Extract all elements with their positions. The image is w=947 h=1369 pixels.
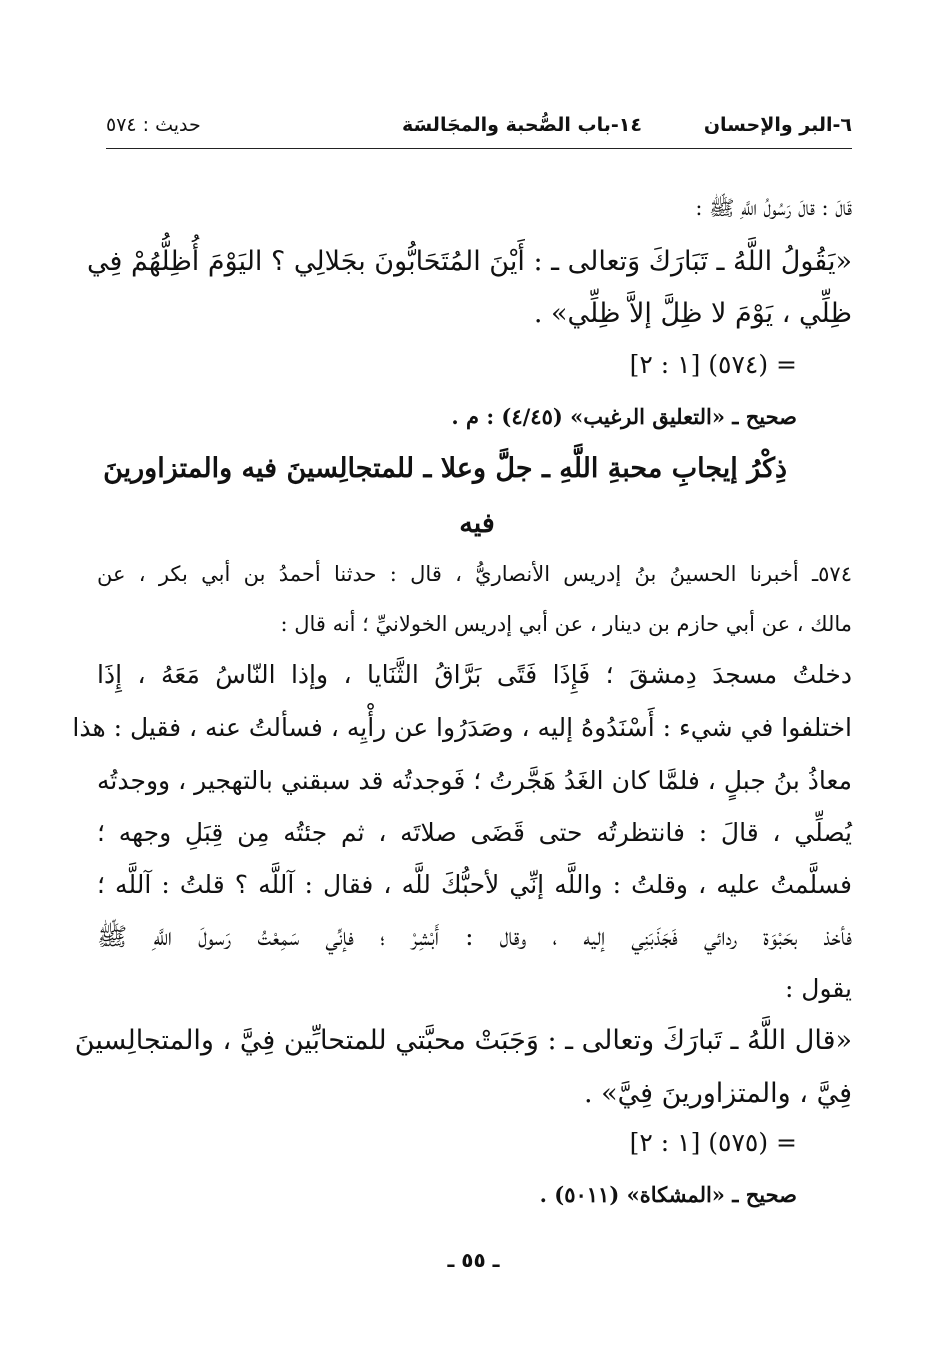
text-line: فأخذ بحَبْوَة ردائي فَجَذَبَنِي إليه ، وقال : أَبْشِرْ ؛ فإنِّي سَمِعْتُ رَسولَ اللَّهِ ﷺ <box>97 922 852 951</box>
isnad-line: مالك ، عن أبي حازم بن دينار ، عن أبي إدريس الخولانيِّ ؛ أنه قال : <box>280 612 852 636</box>
quote-line: «يَقُولُ اللَّهُ ـ تَبَارَكَ وَتعالى ـ : أَيْنَ المُتَحَابُّونَ بجَلالِي ؟ اليَوْمَ أُظِلُّهُمْ فِي <box>86 246 852 277</box>
quote-line: «قال اللَّهُ ـ تَبارَكَ وتعالى ـ : وَجَبَتْ محبَّتي للمتحابِّين فِيَّ ، والمتجالِسينَ <box>74 1025 852 1056</box>
section-heading-continued: فيه <box>459 508 495 539</box>
text-line: دخلتُ مسجدَ دِمشقَ ؛ فَإِذَا فَتًى بَرَّاقُ الثَّنَايا ، وإذا النّاسُ مَعَهُ ، إِذَا <box>97 660 852 689</box>
grading-line: صحيح ـ «المشكاة» (٥٠١١) . <box>539 1182 797 1207</box>
reference-line: = (٥٧٥) [١ : ٢] <box>629 1128 797 1157</box>
quote-line: ظِلِّي ، يَوْمَ لا ظِلَّ إلاَّ ظِلِّي» . <box>533 298 852 329</box>
header-hadith-number: حديث : ٥٧٤ <box>106 114 201 136</box>
text-line: قَالَ : قالَ رَسُولُ اللَّهِ ﷺ : <box>695 196 852 220</box>
quote-line: فِيَّ ، والمتزاورينَ فِيَّ» . <box>583 1078 852 1109</box>
text-line: اختلفوا في شيء : أَسْنَدُوهُ إليه ، وصَدَرُوا عن رأْيِه ، فسألتُ عنه ، فقيل : هذا <box>72 713 852 742</box>
section-heading: ذِكْرُ إيجابِ محبةِ اللَّهِ ـ جلَّ وعلا ـ للمتجالِسينَ فيه والمتزاورينَ <box>103 453 787 484</box>
text-line: يُصلِّي ، قالَ : فانتظرتُه حتى قَضَى صلاتَه ، ثم جئتُه مِن قِبَلِ وجهه ؛ <box>97 818 852 847</box>
reference-line: = (٥٧٤) [١ : ٢] <box>629 350 797 379</box>
isnad-line: ٥٧٤ـ أخبرنا الحسينُ بنُ إدريس الأنصاريُّ ، قال : حدثنا أحمدُ بن أبي بكر ، عن <box>97 562 852 586</box>
text-line: فسلَّمتُ عليه ، وقلتُ : واللَّه إنِّي لأحبُّكَ للَّه ، فقال : آللَّه ؟ قلتُ : آللَّه ؛ <box>97 870 852 899</box>
text-line: يقول : <box>784 974 852 1003</box>
header-book-title: ٦-البر والإحسان <box>703 114 852 136</box>
header-chapter-title: ١٤-باب الصُّحبة والمجَالسَة <box>401 114 642 136</box>
running-header <box>106 108 852 149</box>
page-number: ـ ٥٥ ـ <box>447 1248 500 1272</box>
text-line: معاذُ بنُ جبلٍ ، فلمَّا كان الغَدُ هَجَّرتُ ؛ فَوجدتُه قد سبقني بالتهجير ، ووجدتُه <box>97 766 852 795</box>
grading-line: صحيح ـ «التعليق الرغيب» (٤/٤٥) : م . <box>451 404 797 429</box>
